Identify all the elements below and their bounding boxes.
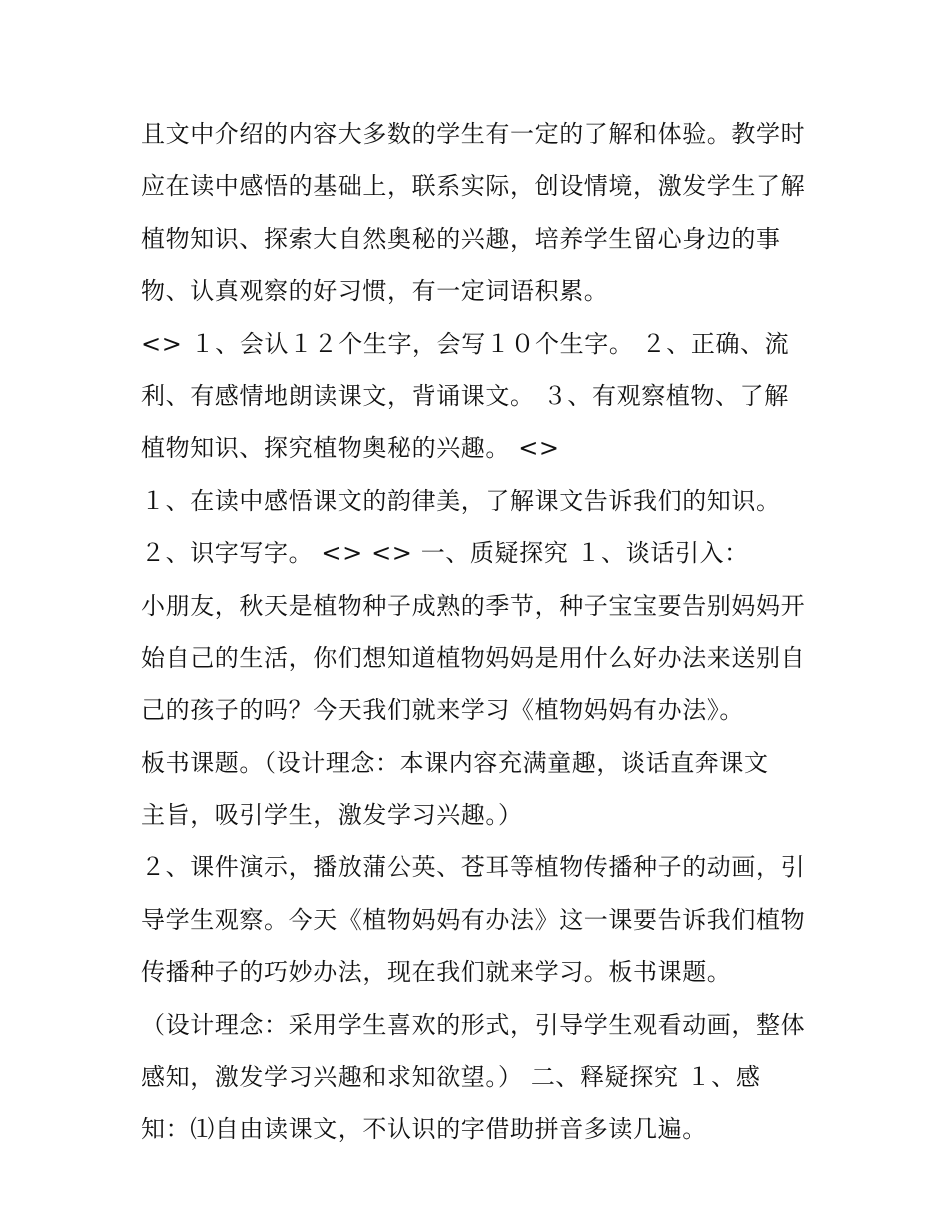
- text-line: 传播种子的巧妙办法，现在我们就来学习。板书课题。: [141, 958, 732, 987]
- text-line: １、在读中感悟课文的韵律美，了解课文告诉我们的知识。: [141, 486, 781, 515]
- text-line: 且文中介绍的内容大多数的学生有一定的了解和体验。教学时: [141, 120, 806, 148]
- text-line: ２、识字写字。 <> <> 一、质疑探究 １、谈话引入：: [141, 539, 749, 568]
- text-line: 利、有感情地朗读课文，背诵课文。 ３、有观察植物、了解: [141, 381, 789, 410]
- text-line: 应在读中感悟的基础上，联系实际，创设情境，激发学生了解: [141, 172, 806, 201]
- text-line: 导学生观察。今天《植物妈妈有办法》这一课要告诉我们植物: [141, 905, 806, 934]
- text-line: 植物知识、探索大自然奥秘的兴趣，培养学生留心身边的事: [141, 224, 781, 253]
- text-line: <> １、会认１２个生字，会写１０个生字。 ２、正确、流: [141, 329, 790, 358]
- text-line: 板书课题。（设计理念：本课内容充满童趣，谈话直奔课文: [141, 748, 769, 777]
- text-line: ２、课件演示，播放蒲公英、苍耳等植物传播种子的动画，引: [141, 853, 806, 882]
- body-text: [141, 108, 821, 1156]
- text-line: 主旨，吸引学生，激发学习兴趣。）: [141, 801, 523, 830]
- text-line: 植物知识、探究植物奥秘的兴趣。 <>: [141, 434, 560, 463]
- text-line: 小朋友，秋天是植物种子成熟的季节，种子宝宝要告别妈妈开: [141, 591, 806, 620]
- text-line: 感知，激发学习兴趣和求知欲望。） 二、释疑探究 １、感: [141, 1063, 761, 1092]
- text-line: （设计理念：采用学生喜欢的形式，引导学生观看动画，整体: [141, 1010, 806, 1039]
- text-line: 物、认真观察的好习惯，有一定词语积累。: [141, 277, 609, 306]
- text-line: 知：⑴自由读课文，不认识的字借助拼音多读几遍。: [141, 1115, 707, 1144]
- text-line: 己的孩子的吗？今天我们就来学习《植物妈妈有办法》。: [141, 696, 744, 725]
- text-line: 始自己的生活，你们想知道植物妈妈是用什么好办法来送别自: [141, 643, 806, 672]
